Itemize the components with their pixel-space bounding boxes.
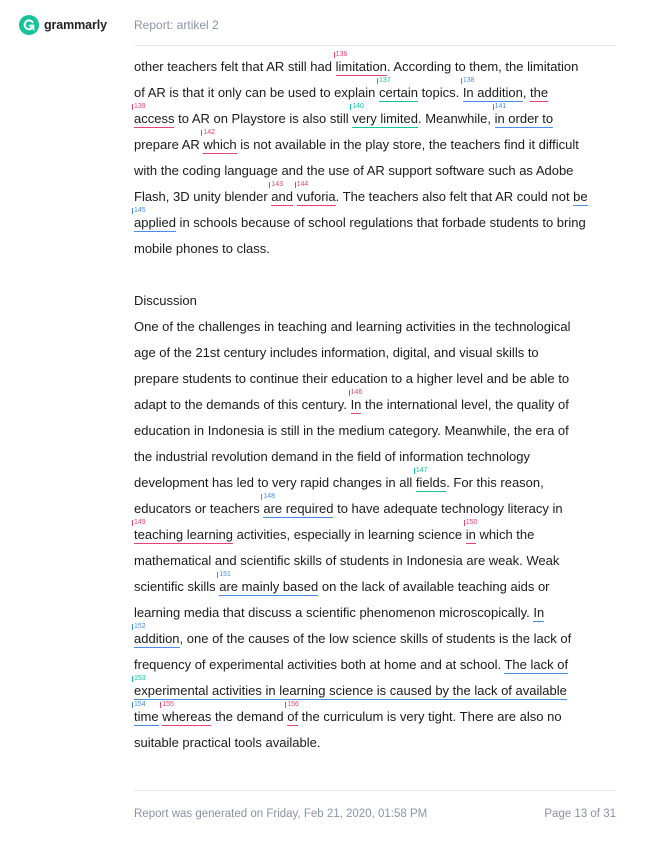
suggestion-number: 156 <box>287 701 299 708</box>
report-header <box>0 0 650 50</box>
highlighted-suggestion[interactable] <box>335 51 387 76</box>
suggestion-number: 153 <box>134 675 146 682</box>
text-line <box>134 181 616 210</box>
body-text: Flash, 3D unity blender <box>134 189 272 204</box>
suggestion-number: 154 <box>134 701 146 708</box>
highlighted-suggestion[interactable] <box>350 389 363 414</box>
suggestion-number: 148 <box>263 493 276 500</box>
suggestion-text: The lack of <box>504 657 569 672</box>
text-line <box>134 51 616 80</box>
suggestion-text: of <box>287 709 299 724</box>
highlighted-suggestion[interactable] <box>203 129 237 154</box>
highlighted-suggestion[interactable] <box>494 103 554 128</box>
report-generated-date: Report was generated on Friday, Feb 21, 2020, 01:58 PM <box>134 808 428 820</box>
suggestion-text: and <box>271 189 293 204</box>
footer-divider <box>134 790 616 791</box>
body-text: on the lack of available teaching aids or <box>318 579 550 594</box>
suggestion-text: fields <box>415 475 447 490</box>
body-text: other teachers felt that AR still had <box>134 59 336 74</box>
body-text: which the <box>475 527 535 542</box>
report-title: Report: artikel 2 <box>134 18 219 32</box>
suggestion-text: experimental activities in learning science is caused by the lack of available <box>134 683 567 698</box>
suggestion-number: 139 <box>134 103 146 110</box>
suggestion-text: vuforia <box>296 189 336 204</box>
suggestion-number: 141 <box>494 103 507 110</box>
body-text: One of the challenges in teaching and learning activities in the technological <box>134 319 571 334</box>
highlighted-suggestion[interactable] <box>573 189 587 206</box>
text-line <box>134 236 616 262</box>
body-text: educators or teachers <box>134 501 264 516</box>
body-text: . For this reason, <box>446 475 544 490</box>
suggestion-text: whereas <box>162 709 212 724</box>
suggestion-number: 136 <box>335 51 348 58</box>
suggestion-text: time <box>134 709 159 724</box>
suggestion-number: 145 <box>134 207 146 214</box>
body-text: to have adequate technology literacy in <box>333 501 563 516</box>
body-text: . According to them, the limitation <box>386 59 579 74</box>
suggestion-text: the <box>530 85 549 100</box>
suggestion-text: be <box>573 189 588 204</box>
text-line <box>134 493 616 522</box>
paragraph-results <box>134 51 616 262</box>
highlighted-suggestion[interactable] <box>415 467 447 492</box>
text-line <box>134 519 616 548</box>
body-text: suitable practical tools available. <box>134 735 321 750</box>
highlighted-suggestion[interactable] <box>134 623 180 648</box>
text-line <box>134 444 616 470</box>
highlighted-suggestion[interactable] <box>296 181 336 206</box>
body-text: development has led to very rapid changes in all <box>134 475 416 490</box>
body-text: the international level, the quality of <box>361 397 569 412</box>
suggestion-text: limitation <box>335 59 387 74</box>
text-line <box>134 314 616 340</box>
body-text: the demand <box>211 709 288 724</box>
body-text: prepare AR <box>134 137 204 152</box>
highlighted-suggestion[interactable] <box>263 493 334 518</box>
suggestion-number: 152 <box>134 623 146 630</box>
body-text: education in Indonesia is still in the medium category. Meanwhile, the era of <box>134 423 569 438</box>
text-line <box>134 467 616 496</box>
text-line <box>134 158 616 184</box>
body-text: . Meanwhile, <box>417 111 495 126</box>
suggestion-text: applied <box>134 215 176 230</box>
highlighted-suggestion[interactable] <box>271 181 293 206</box>
highlighted-suggestion[interactable] <box>530 85 548 102</box>
suggestion-text: which <box>203 137 237 152</box>
body-text: in schools because of school regulations that forbade students to bring <box>175 215 586 230</box>
text-line <box>134 129 616 158</box>
body-text: mobile phones to class. <box>134 241 270 256</box>
highlighted-suggestion[interactable] <box>462 77 523 102</box>
suggestion-number: 138 <box>462 77 475 84</box>
suggestion-number: 142 <box>203 129 216 136</box>
suggestion-text: In <box>350 397 362 412</box>
highlighted-suggestion[interactable] <box>504 657 568 674</box>
highlighted-suggestion[interactable] <box>134 675 567 700</box>
grammarly-logo <box>19 15 107 35</box>
body-text: frequency of experimental activities both at home and at school. <box>134 657 505 672</box>
highlighted-suggestion[interactable] <box>378 77 419 102</box>
text-line <box>134 548 616 574</box>
suggestion-number: 146 <box>350 389 363 396</box>
report-content <box>134 51 616 756</box>
highlighted-suggestion[interactable] <box>533 605 544 622</box>
header-divider <box>134 45 616 46</box>
suggestion-text: are mainly based <box>219 579 319 594</box>
logo-text: grammarly <box>44 18 108 32</box>
section-heading-discussion: Discussion <box>134 293 197 308</box>
highlighted-suggestion[interactable] <box>352 103 418 128</box>
text-line <box>134 701 616 730</box>
suggestion-number: 143 <box>271 181 283 188</box>
body-text: activities, especially in learning science <box>233 527 466 542</box>
body-text: . The teachers also felt that AR could not <box>335 189 574 204</box>
text-line <box>134 652 616 678</box>
suggestion-text: In <box>533 605 545 620</box>
body-text: the industrial revolution demand in the field of information technology <box>134 449 531 464</box>
suggestion-number: 140 <box>352 103 364 110</box>
text-line <box>134 340 616 366</box>
suggestion-number: 150 <box>465 519 478 526</box>
body-text: prepare students to continue their education to a higher level and be able to <box>134 371 570 386</box>
suggestion-text: teaching learning <box>134 527 234 542</box>
body-text: , <box>522 85 531 100</box>
suggestion-text: In addition <box>462 85 523 100</box>
highlighted-suggestion[interactable] <box>287 701 299 726</box>
text-line <box>134 77 616 106</box>
suggestion-text: very limited <box>352 111 418 126</box>
body-text: learning media that discuss a scientific phenomenon microscopically. <box>134 605 534 620</box>
highlighted-suggestion[interactable] <box>465 519 478 544</box>
suggestion-number: 147 <box>415 467 428 474</box>
suggestion-text: certain <box>378 85 419 100</box>
grammarly-g-icon <box>19 15 39 35</box>
text-line <box>134 207 616 236</box>
paragraph-gap <box>134 262 616 288</box>
text-line <box>134 366 616 392</box>
suggestion-text: addition <box>134 631 180 646</box>
highlighted-suggestion[interactable] <box>162 701 212 726</box>
highlighted-suggestion[interactable] <box>134 701 159 726</box>
body-text: scientific skills <box>134 579 220 594</box>
suggestion-number: 144 <box>296 181 309 188</box>
highlighted-suggestion[interactable] <box>219 571 319 596</box>
body-text: mathematical and scientific skills of students in Indonesia are weak. Weak <box>134 553 560 568</box>
text-line <box>134 389 616 418</box>
suggestion-text: in <box>465 527 476 542</box>
highlighted-suggestion[interactable] <box>134 519 234 544</box>
body-text: of AR is that it only can be used to explain <box>134 85 379 100</box>
paragraph-discussion <box>134 314 616 756</box>
text-line <box>134 600 616 626</box>
suggestion-number: 137 <box>378 77 391 84</box>
text-line <box>134 418 616 444</box>
text-line <box>134 571 616 600</box>
suggestion-text: access <box>134 111 175 126</box>
suggestion-text: in order to <box>494 111 554 126</box>
body-text: to AR on Playstore is also still <box>174 111 353 126</box>
suggestion-number: 151 <box>219 571 231 578</box>
text-line <box>134 730 616 756</box>
suggestion-text: are required <box>263 501 334 516</box>
body-text: adapt to the demands of this century. <box>134 397 351 412</box>
highlighted-suggestion[interactable] <box>134 103 175 128</box>
body-text: topics. <box>418 85 463 100</box>
suggestion-number: 155 <box>162 701 174 708</box>
body-text: , one of the causes of the low science skills of students is the lack of <box>179 631 572 646</box>
text-line <box>134 623 616 652</box>
page-number: Page 13 of 31 <box>544 808 616 820</box>
suggestion-number: 149 <box>134 519 146 526</box>
body-text: the curriculum is very tight. There are also no <box>298 709 562 724</box>
body-text: with the coding language and the use of AR support software such as Adobe <box>134 163 574 178</box>
text-line <box>134 675 616 704</box>
body-text: age of the 21st century includes information, digital, and visual skills to <box>134 345 539 360</box>
highlighted-suggestion[interactable] <box>134 207 176 232</box>
body-text: is not available in the play store, the teachers find it difficult <box>236 137 579 152</box>
